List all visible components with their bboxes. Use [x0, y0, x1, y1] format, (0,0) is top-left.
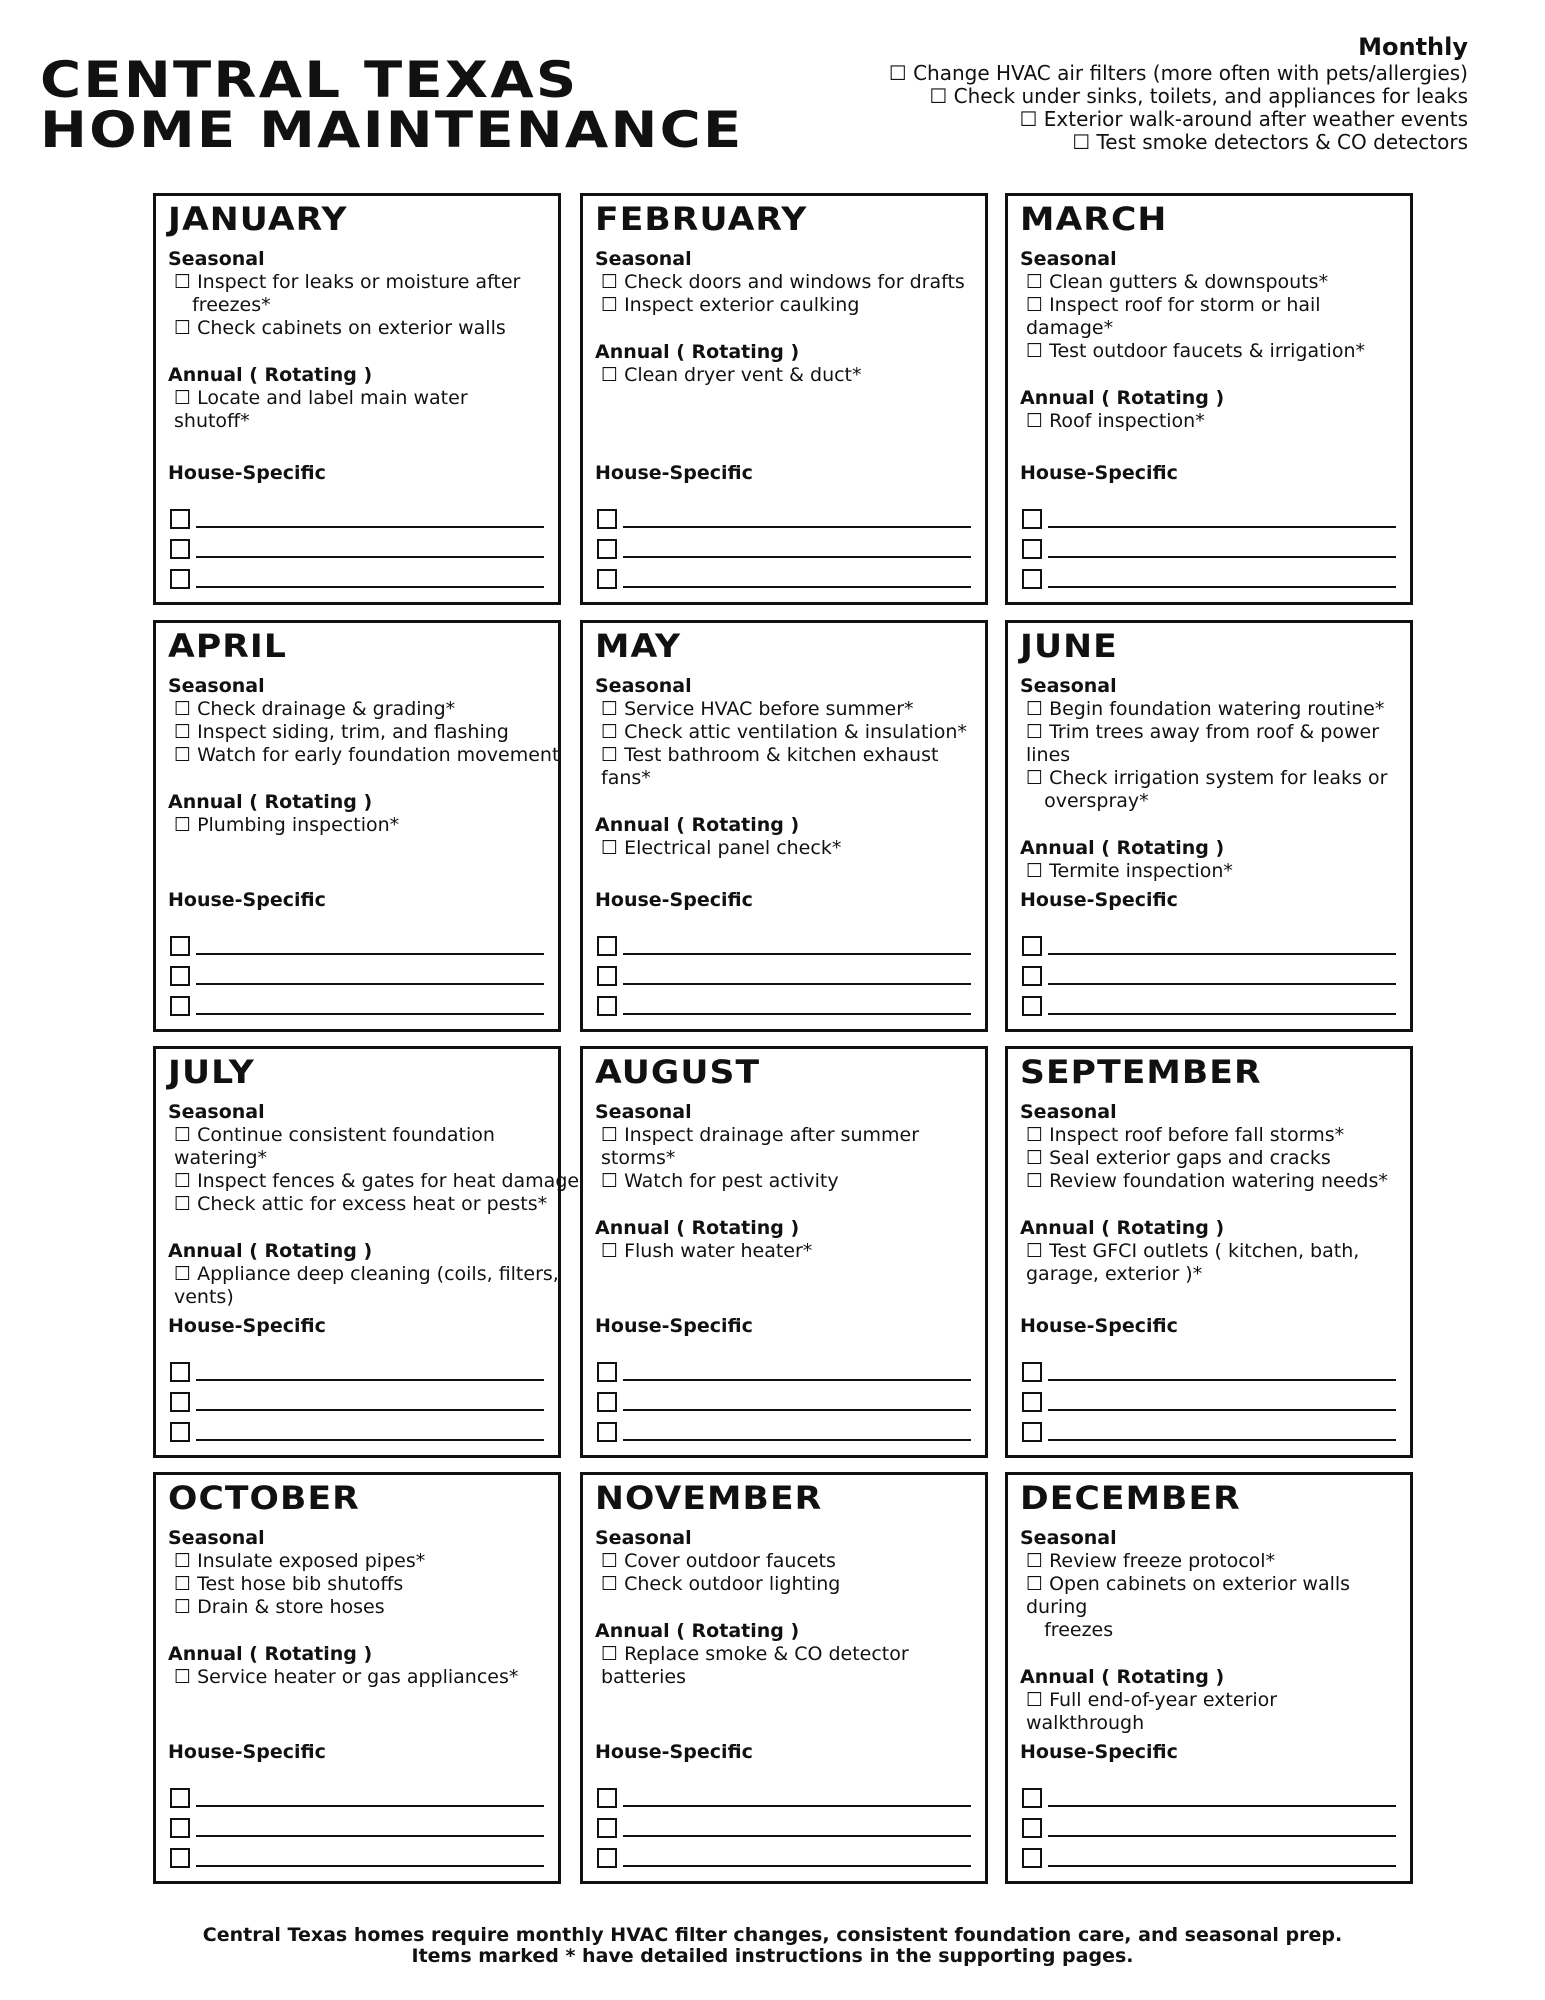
house-specific-lines: [597, 931, 971, 1021]
house-specific-label: House-Specific: [1020, 1315, 1178, 1337]
write-in-line[interactable]: [623, 570, 971, 588]
house-specific-row: [170, 1387, 544, 1417]
seasonal-item[interactable]: damage*: [1026, 317, 1114, 339]
annual-label: Annual ( Rotating ): [595, 1620, 800, 1642]
seasonal-label: Seasonal: [1020, 248, 1117, 270]
seasonal-item[interactable]: freezes: [1026, 1619, 1114, 1641]
rotating-word: Rotating: [264, 791, 357, 813]
blank-checkbox[interactable]: [597, 996, 617, 1016]
annual-word: Annual: [1020, 1666, 1095, 1688]
blank-checkbox[interactable]: [170, 936, 190, 956]
blank-checkbox[interactable]: [597, 569, 617, 589]
annual-item[interactable]: ☐ Replace smoke & CO detector: [601, 1643, 909, 1665]
house-specific-lines: [170, 1783, 544, 1873]
month-heading: DECEMBER: [1020, 1479, 1241, 1517]
house-specific-row: [1022, 991, 1396, 1021]
write-in-line[interactable]: [1048, 510, 1396, 528]
house-specific-row: [170, 504, 544, 534]
seasonal-item[interactable]: ☐ Test outdoor faucets & irrigation*: [1026, 340, 1366, 362]
write-in-line[interactable]: [623, 1363, 971, 1381]
monthly-checklist: [889, 32, 1468, 154]
annual-label: Annual ( Rotating ): [168, 1240, 373, 1262]
annual-word: Annual: [168, 1643, 243, 1665]
seasonal-item[interactable]: ☐ Inspect fences & gates for heat damage: [174, 1170, 580, 1192]
seasonal-item[interactable]: ☐ Check attic ventilation & insulation*: [601, 721, 967, 743]
write-in-line[interactable]: [1048, 570, 1396, 588]
blank-checkbox[interactable]: [597, 1818, 617, 1838]
month-heading: JULY: [168, 1053, 255, 1091]
rotating-word: Rotating: [1116, 1666, 1209, 1688]
house-specific-row: [170, 534, 544, 564]
monthly-heading: Monthly: [1358, 33, 1468, 61]
seasonal-item[interactable]: overspray*: [1026, 790, 1149, 812]
rotating-word: Rotating: [264, 1643, 357, 1665]
blank-checkbox[interactable]: [1022, 539, 1042, 559]
write-in-line[interactable]: [623, 1819, 971, 1837]
month-card-february: [580, 193, 988, 605]
annual-word: Annual: [595, 1620, 670, 1642]
rotating-word: Rotating: [264, 364, 357, 386]
house-specific-row: [597, 1813, 971, 1843]
month-body: [168, 1099, 580, 1309]
rotating-word: Rotating: [691, 1217, 784, 1239]
month-heading: SEPTEMBER: [1020, 1053, 1262, 1091]
annual-item[interactable]: garage, exterior )*: [1026, 1263, 1203, 1285]
house-specific-row: [170, 991, 544, 1021]
blank-checkbox[interactable]: [170, 1392, 190, 1412]
write-in-line[interactable]: [1048, 1393, 1396, 1411]
annual-word: Annual: [168, 364, 243, 386]
seasonal-item[interactable]: ☐ Inspect siding, trim, and flashing: [174, 721, 509, 743]
write-in-line[interactable]: [196, 1363, 544, 1381]
house-specific-row: [597, 1417, 971, 1447]
seasonal-item[interactable]: ☐ Check irrigation system for leaks or: [1026, 767, 1388, 789]
month-card-march: [1005, 193, 1413, 605]
blank-checkbox[interactable]: [1022, 1788, 1042, 1808]
house-specific-row: [597, 931, 971, 961]
month-heading: APRIL: [168, 627, 287, 665]
month-card-january: [153, 193, 561, 605]
month-heading: MARCH: [1020, 200, 1168, 238]
blank-checkbox[interactable]: [597, 1362, 617, 1382]
house-specific-row: [597, 1843, 971, 1873]
annual-item[interactable]: ☐ Roof inspection*: [1026, 410, 1205, 432]
seasonal-label: Seasonal: [595, 248, 692, 270]
annual-label: Annual ( Rotating ): [1020, 1666, 1225, 1688]
write-in-line[interactable]: [1048, 540, 1396, 558]
write-in-line[interactable]: [1048, 1423, 1396, 1441]
seasonal-item[interactable]: ☐ Check cabinets on exterior walls: [174, 317, 506, 339]
seasonal-item[interactable]: during: [1026, 1596, 1088, 1618]
seasonal-item[interactable]: ☐ Insulate exposed pipes*: [174, 1550, 426, 1572]
house-specific-row: [597, 991, 971, 1021]
write-in-line[interactable]: [1048, 937, 1396, 955]
house-specific-lines: [1022, 931, 1396, 1021]
annual-item[interactable]: ☐ Full end-of-year exterior: [1026, 1689, 1278, 1711]
month-heading: JANUARY: [168, 200, 348, 238]
annual-label: Annual ( Rotating ): [1020, 1217, 1225, 1239]
blank-checkbox[interactable]: [597, 966, 617, 986]
month-body: [168, 673, 560, 837]
monthly-item[interactable]: ☐ Check under sinks, toilets, and appliances for leaks: [929, 84, 1468, 108]
footer-note: [0, 1925, 1545, 1967]
blank-checkbox[interactable]: [170, 966, 190, 986]
write-in-line[interactable]: [1048, 967, 1396, 985]
write-in-line[interactable]: [1048, 1819, 1396, 1837]
rotating-word: Rotating: [691, 814, 784, 836]
month-body: [168, 1525, 550, 1689]
house-specific-row: [170, 1357, 544, 1387]
rotating-word: Rotating: [691, 341, 784, 363]
house-specific-label: House-Specific: [168, 1315, 326, 1337]
house-specific-row: [597, 1357, 971, 1387]
seasonal-item[interactable]: lines: [1026, 744, 1071, 766]
seasonal-item[interactable]: ☐ Cover outdoor faucets: [601, 1550, 836, 1572]
annual-item[interactable]: ☐ Plumbing inspection*: [174, 814, 400, 836]
seasonal-item[interactable]: ☐ Open cabinets on exterior walls: [1026, 1573, 1351, 1595]
seasonal-label: Seasonal: [1020, 675, 1117, 697]
blank-checkbox[interactable]: [1022, 569, 1042, 589]
write-in-line[interactable]: [623, 967, 971, 985]
house-specific-row: [1022, 504, 1396, 534]
annual-word: Annual: [1020, 387, 1095, 409]
house-specific-label: House-Specific: [595, 1315, 753, 1337]
house-specific-lines: [597, 1357, 971, 1447]
annual-item[interactable]: ☐ Termite inspection*: [1026, 860, 1233, 882]
seasonal-item[interactable]: ☐ Begin foundation watering routine*: [1026, 698, 1385, 720]
write-in-line[interactable]: [1048, 1849, 1396, 1867]
annual-item[interactable]: ☐ Appliance deep cleaning (coils, filters,: [174, 1263, 559, 1285]
house-specific-label: House-Specific: [1020, 462, 1178, 484]
month-body: [595, 1525, 977, 1689]
month-heading: OCTOBER: [168, 1479, 360, 1517]
annual-word: Annual: [595, 814, 670, 836]
annual-item[interactable]: ☐ Test GFCI outlets ( kitchen, bath,: [1026, 1240, 1360, 1262]
seasonal-label: Seasonal: [1020, 1101, 1117, 1123]
month-body: [1020, 1099, 1402, 1286]
seasonal-item[interactable]: ☐ Inspect exterior caulking: [601, 294, 860, 316]
blank-checkbox[interactable]: [170, 1818, 190, 1838]
blank-checkbox[interactable]: [170, 569, 190, 589]
write-in-line[interactable]: [623, 1849, 971, 1867]
write-in-line[interactable]: [623, 1393, 971, 1411]
seasonal-item[interactable]: ☐ Check attic for excess heat or pests*: [174, 1193, 548, 1215]
blank-checkbox[interactable]: [170, 509, 190, 529]
house-specific-row: [1022, 1813, 1396, 1843]
footer-line-1: Central Texas homes require monthly HVAC filter changes, consistent foundation care, and seasonal prep.: [202, 1924, 1343, 1946]
house-specific-label: House-Specific: [168, 1741, 326, 1763]
annual-label: Annual ( Rotating ): [168, 1643, 373, 1665]
seasonal-item[interactable]: ☐ Check doors and windows for drafts: [601, 271, 965, 293]
write-in-line[interactable]: [196, 1819, 544, 1837]
month-card-june: [1005, 620, 1413, 1032]
house-specific-row: [1022, 1387, 1396, 1417]
annual-item[interactable]: shutoff*: [174, 410, 250, 432]
house-specific-lines: [170, 931, 544, 1021]
blank-checkbox[interactable]: [1022, 509, 1042, 529]
write-in-line[interactable]: [623, 1423, 971, 1441]
annual-item[interactable]: ☐ Electrical panel check*: [601, 837, 842, 859]
annual-item[interactable]: ☐ Service heater or gas appliances*: [174, 1666, 519, 1688]
annual-word: Annual: [595, 1217, 670, 1239]
annual-item[interactable]: ☐ Locate and label main water: [174, 387, 468, 409]
annual-word: Annual: [595, 341, 670, 363]
blank-checkbox[interactable]: [597, 1422, 617, 1442]
house-specific-lines: [170, 504, 544, 594]
month-card-october: [153, 1472, 561, 1884]
house-specific-label: House-Specific: [595, 1741, 753, 1763]
seasonal-item[interactable]: ☐ Inspect roof before fall storms*: [1026, 1124, 1345, 1146]
month-card-may: [580, 620, 988, 1032]
house-specific-lines: [597, 1783, 971, 1873]
blank-checkbox[interactable]: [170, 1848, 190, 1868]
month-body: [595, 1099, 977, 1263]
seasonal-item[interactable]: ☐ Service HVAC before summer*: [601, 698, 914, 720]
blank-checkbox[interactable]: [597, 1392, 617, 1412]
house-specific-label: House-Specific: [595, 889, 753, 911]
blank-checkbox[interactable]: [1022, 1422, 1042, 1442]
rotating-word: Rotating: [1116, 387, 1209, 409]
seasonal-label: Seasonal: [595, 675, 692, 697]
seasonal-item[interactable]: ☐ Review freeze protocol*: [1026, 1550, 1276, 1572]
annual-label: Annual ( Rotating ): [595, 814, 800, 836]
blank-checkbox[interactable]: [170, 539, 190, 559]
write-in-line[interactable]: [623, 540, 971, 558]
house-specific-row: [170, 1843, 544, 1873]
house-specific-row: [597, 564, 971, 594]
rotating-word: Rotating: [1116, 837, 1209, 859]
house-specific-row: [597, 504, 971, 534]
house-specific-row: [1022, 564, 1396, 594]
blank-checkbox[interactable]: [597, 509, 617, 529]
month-card-april: [153, 620, 561, 1032]
house-specific-row: [170, 1417, 544, 1447]
house-specific-row: [1022, 931, 1396, 961]
write-in-line[interactable]: [623, 937, 971, 955]
seasonal-item[interactable]: ☐ Watch for pest activity: [601, 1170, 839, 1192]
house-specific-lines: [170, 1357, 544, 1447]
annual-item[interactable]: ☐ Clean dryer vent & duct*: [601, 364, 862, 386]
seasonal-item[interactable]: fans*: [601, 767, 651, 789]
house-specific-label: House-Specific: [1020, 889, 1178, 911]
seasonal-label: Seasonal: [168, 248, 265, 270]
seasonal-item[interactable]: ☐ Drain & store hoses: [174, 1596, 385, 1618]
blank-checkbox[interactable]: [1022, 1392, 1042, 1412]
write-in-line[interactable]: [196, 967, 544, 985]
house-specific-row: [597, 534, 971, 564]
seasonal-item[interactable]: ☐ Review foundation watering needs*: [1026, 1170, 1388, 1192]
write-in-line[interactable]: [196, 1849, 544, 1867]
seasonal-item[interactable]: ☐ Trim trees away from roof & power: [1026, 721, 1380, 743]
annual-word: Annual: [168, 791, 243, 813]
house-specific-row: [597, 1783, 971, 1813]
write-in-line[interactable]: [196, 1393, 544, 1411]
month-body: [595, 673, 977, 860]
blank-checkbox[interactable]: [597, 1848, 617, 1868]
month-heading: MAY: [595, 627, 682, 665]
monthly-item[interactable]: ☐ Change HVAC air filters (more often with pets/allergies): [888, 61, 1468, 85]
write-in-line[interactable]: [196, 540, 544, 558]
annual-label: Annual ( Rotating ): [168, 791, 373, 813]
month-card-december: [1005, 1472, 1413, 1884]
rotating-word: Rotating: [264, 1240, 357, 1262]
blank-checkbox[interactable]: [597, 1788, 617, 1808]
blank-checkbox[interactable]: [597, 936, 617, 956]
house-specific-row: [1022, 1417, 1396, 1447]
blank-checkbox[interactable]: [1022, 936, 1042, 956]
write-in-line[interactable]: [1048, 1363, 1396, 1381]
blank-checkbox[interactable]: [597, 539, 617, 559]
house-specific-label: House-Specific: [168, 889, 326, 911]
month-heading: JUNE: [1020, 627, 1118, 665]
title-line-2: HOME MAINTENANCE: [40, 101, 744, 159]
month-body: [1020, 246, 1402, 433]
house-specific-row: [1022, 1843, 1396, 1873]
house-specific-row: [170, 1813, 544, 1843]
annual-item[interactable]: walkthrough: [1026, 1712, 1145, 1734]
seasonal-label: Seasonal: [168, 1101, 265, 1123]
rotating-word: Rotating: [1116, 1217, 1209, 1239]
house-specific-lines: [1022, 1357, 1396, 1447]
write-in-line[interactable]: [196, 937, 544, 955]
annual-label: Annual ( Rotating ): [1020, 837, 1225, 859]
house-specific-row: [1022, 534, 1396, 564]
seasonal-item[interactable]: storms*: [601, 1147, 676, 1169]
monthly-item[interactable]: ☐ Exterior walk-around after weather events: [1019, 107, 1468, 131]
seasonal-item[interactable]: ☐ Seal exterior gaps and cracks: [1026, 1147, 1331, 1169]
seasonal-label: Seasonal: [595, 1527, 692, 1549]
rotating-word: Rotating: [691, 1620, 784, 1642]
monthly-item[interactable]: ☐ Test smoke detectors & CO detectors: [1072, 130, 1468, 154]
annual-label: Annual ( Rotating ): [595, 341, 800, 363]
annual-word: Annual: [168, 1240, 243, 1262]
house-specific-label: House-Specific: [168, 462, 326, 484]
house-specific-lines: [1022, 504, 1396, 594]
house-specific-label: House-Specific: [1020, 1741, 1178, 1763]
month-card-july: [153, 1046, 580, 1458]
title-line-1: CENTRAL TEXAS: [40, 51, 579, 109]
write-in-line[interactable]: [196, 1423, 544, 1441]
seasonal-item[interactable]: ☐ Inspect for leaks or moisture after: [174, 271, 521, 293]
write-in-line[interactable]: [1048, 997, 1396, 1015]
seasonal-item[interactable]: watering*: [174, 1147, 268, 1169]
month-heading: AUGUST: [595, 1053, 761, 1091]
annual-label: Annual ( Rotating ): [168, 364, 373, 386]
write-in-line[interactable]: [1048, 1789, 1396, 1807]
seasonal-item[interactable]: ☐ Clean gutters & downspouts*: [1026, 271, 1329, 293]
seasonal-item[interactable]: freezes*: [174, 294, 271, 316]
blank-checkbox[interactable]: [170, 1362, 190, 1382]
blank-checkbox[interactable]: [170, 1422, 190, 1442]
seasonal-item[interactable]: ☐ Inspect roof for storm or hail: [1026, 294, 1321, 316]
seasonal-label: Seasonal: [168, 675, 265, 697]
seasonal-label: Seasonal: [168, 1527, 265, 1549]
seasonal-item[interactable]: ☐ Test bathroom & kitchen exhaust: [601, 744, 939, 766]
seasonal-item[interactable]: ☐ Watch for early foundation movement: [174, 744, 560, 766]
seasonal-item[interactable]: ☐ Inspect drainage after summer: [601, 1124, 920, 1146]
seasonal-item[interactable]: ☐ Check outdoor lighting: [601, 1573, 841, 1595]
seasonal-label: Seasonal: [1020, 1527, 1117, 1549]
blank-checkbox[interactable]: [1022, 966, 1042, 986]
house-specific-row: [170, 1783, 544, 1813]
month-body: [595, 246, 977, 387]
write-in-line[interactable]: [623, 510, 971, 528]
house-specific-lines: [597, 504, 971, 594]
blank-checkbox[interactable]: [170, 1788, 190, 1808]
month-heading: FEBRUARY: [595, 200, 808, 238]
write-in-line[interactable]: [196, 997, 544, 1015]
blank-checkbox[interactable]: [1022, 1362, 1042, 1382]
house-specific-row: [597, 1387, 971, 1417]
write-in-line[interactable]: [196, 570, 544, 588]
blank-checkbox[interactable]: [1022, 996, 1042, 1016]
month-card-november: [580, 1472, 988, 1884]
month-card-september: [1005, 1046, 1413, 1458]
house-specific-row: [170, 931, 544, 961]
house-specific-label: House-Specific: [595, 462, 753, 484]
annual-word: Annual: [1020, 1217, 1095, 1239]
house-specific-lines: [1022, 1783, 1396, 1873]
blank-checkbox[interactable]: [1022, 1818, 1042, 1838]
write-in-line[interactable]: [623, 997, 971, 1015]
write-in-line[interactable]: [196, 510, 544, 528]
annual-item[interactable]: batteries: [601, 1666, 686, 1688]
seasonal-label: Seasonal: [595, 1101, 692, 1123]
house-specific-row: [1022, 961, 1396, 991]
annual-label: Annual ( Rotating ): [1020, 387, 1225, 409]
house-specific-row: [170, 961, 544, 991]
footer-line-2: Items marked * have detailed instructions in the supporting pages.: [411, 1945, 1134, 1967]
blank-checkbox[interactable]: [170, 996, 190, 1016]
annual-item[interactable]: vents): [174, 1286, 234, 1308]
month-heading: NOVEMBER: [595, 1479, 823, 1517]
document-title: [40, 51, 940, 159]
month-body: [1020, 1525, 1402, 1735]
month-body: [1020, 673, 1402, 883]
month-card-august: [580, 1046, 988, 1458]
blank-checkbox[interactable]: [1022, 1848, 1042, 1868]
write-in-line[interactable]: [623, 1789, 971, 1807]
month-body: [168, 246, 550, 433]
seasonal-item[interactable]: ☐ Continue consistent foundation: [174, 1124, 495, 1146]
annual-word: Annual: [1020, 837, 1095, 859]
house-specific-row: [1022, 1357, 1396, 1387]
write-in-line[interactable]: [196, 1789, 544, 1807]
annual-item[interactable]: ☐ Flush water heater*: [601, 1240, 813, 1262]
house-specific-row: [170, 564, 544, 594]
seasonal-item[interactable]: ☐ Test hose bib shutoffs: [174, 1573, 404, 1595]
house-specific-row: [1022, 1783, 1396, 1813]
seasonal-item[interactable]: ☐ Check drainage & grading*: [174, 698, 456, 720]
house-specific-row: [597, 961, 971, 991]
annual-label: Annual ( Rotating ): [595, 1217, 800, 1239]
